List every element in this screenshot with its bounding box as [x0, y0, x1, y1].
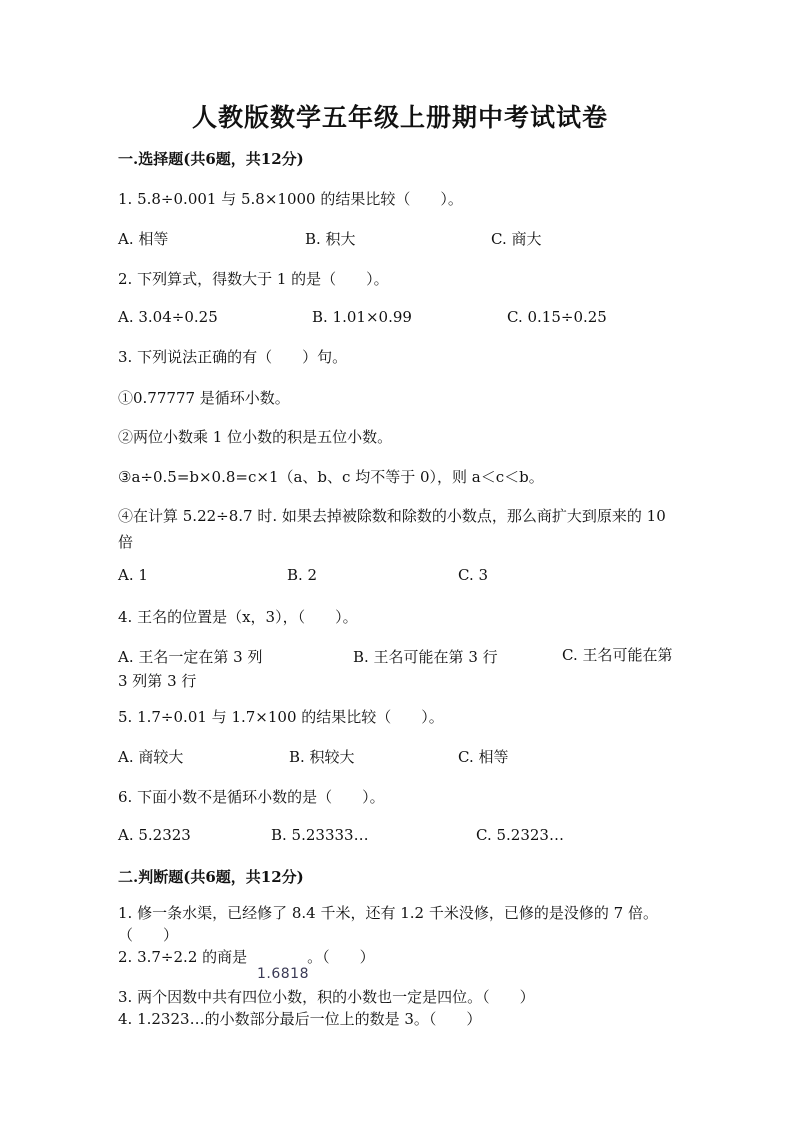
section-heading-judgment: 二.判断题(共6题，共12分) — [118, 868, 304, 886]
judgment-3: 3. 两个因数中共有四位小数，积的小数也一定是四位。（ ） — [118, 988, 535, 1006]
question-3: 3. 下列说法正确的有（ ）句。 — [118, 348, 348, 366]
q3-statement-3: ③a÷0.5=b×0.8=c×1（a、b、c 均不等于 0），则 a＜c＜b。 — [118, 468, 544, 486]
q3-statement-4: ④在计算 5.22÷8.7 时. 如果去掉被除数和除数的小数点，那么商扩大到原来的 10 倍 — [118, 507, 666, 551]
page-title: 人教版数学五年级上册期中考试试卷 — [191, 103, 608, 132]
section-heading-choice: 一.选择题(共6题，共12分) — [118, 150, 304, 168]
q2-option-b: B. 1.01×0.99 — [312, 308, 412, 326]
q4-option-a: A. 王名一定在第 3 列 — [118, 648, 263, 666]
q6-option-c: C. 5.2323… — [476, 826, 564, 844]
judgment-4: 4. 1.2323…的小数部分最后一位上的数是 3。（ ） — [118, 1010, 482, 1028]
q2-option-c: C. 0.15÷0.25 — [507, 308, 607, 326]
question-4: 4. 王名的位置是（x，3），（ ）。 — [118, 608, 358, 626]
q5-option-c: C. 相等 — [458, 748, 509, 766]
question-5: 5. 1.7÷0.01 与 1.7×100 的结果比较（ ）。 — [118, 708, 444, 726]
q4-option-c: C. 王名可能在第 3 列第 3 行 — [118, 646, 673, 690]
q3-statement-2: ②两位小数乘 1 位小数的积是五位小数。 — [118, 428, 393, 446]
question-2: 2. 下列算式，得数大于 1 的是（ ）。 — [118, 270, 389, 288]
judgment-1: 1. 修一条水渠，已经修了 8.4 千米，还有 1.2 千米没修，已修的是没修的 7 倍。（ ） — [118, 904, 658, 944]
q5-option-b: B. 积较大 — [289, 748, 355, 766]
q3-option-c: C. 3 — [458, 566, 489, 584]
q6-option-b: B. 5.23333… — [271, 826, 369, 844]
q1-option-a: A. 相等 — [118, 230, 169, 248]
question-6: 6. 下面小数不是循环小数的是（ ）。 — [118, 788, 385, 806]
q6-option-a: A. 5.2323 — [118, 826, 191, 844]
q3-statement-1: ①0.77777 是循环小数。 — [118, 389, 290, 407]
handwritten-answer: 1.6818 — [257, 966, 309, 982]
q3-option-b: B. 2 — [287, 566, 318, 584]
q1-option-c: C. 商大 — [491, 230, 542, 248]
q4-option-b: B. 王名可能在第 3 行 — [353, 648, 498, 666]
judgment-2: 2. 3.7÷2.2 的商是 。（ ） — [118, 948, 375, 966]
q2-option-a: A. 3.04÷0.25 — [118, 308, 218, 326]
q5-option-a: A. 商较大 — [118, 748, 184, 766]
q3-option-a: A. 1 — [118, 566, 148, 584]
q1-option-b: B. 积大 — [305, 230, 356, 248]
question-1: 1. 5.8÷0.001 与 5.8×1000 的结果比较（ ）。 — [118, 190, 463, 208]
